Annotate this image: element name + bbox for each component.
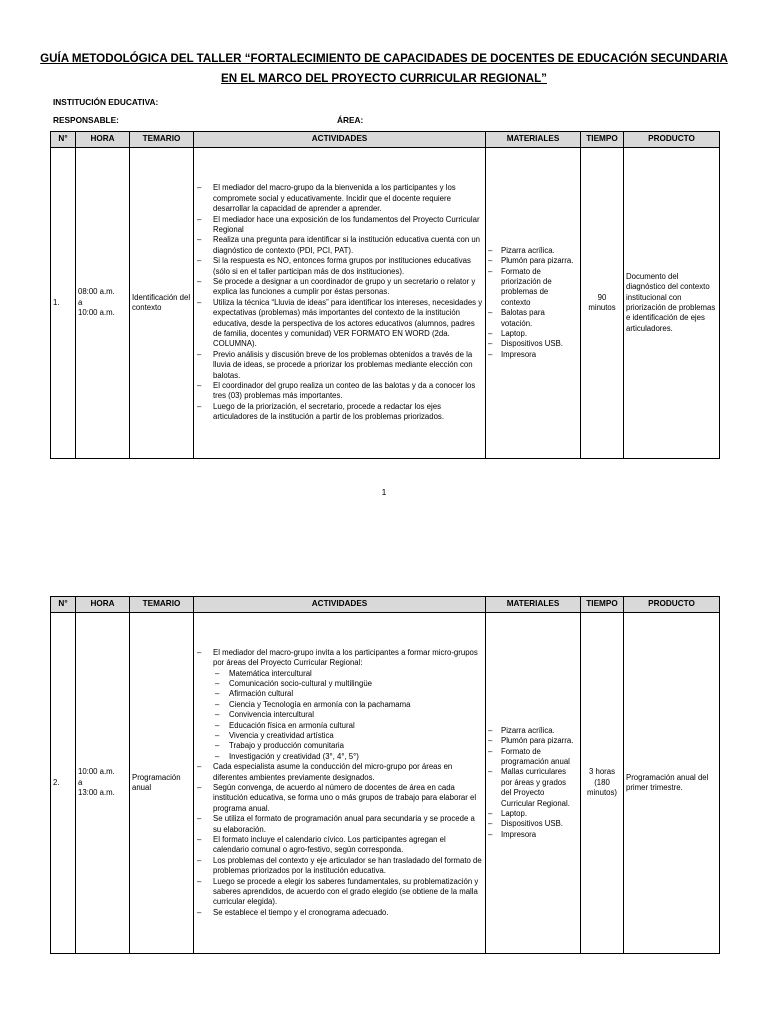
header-tiempo: TIEMPO: [581, 132, 624, 148]
list-item: – Laptop.: [488, 809, 578, 819]
list-item: – Dispositivos USB.: [488, 819, 578, 829]
list-item: – Previo análisis y discusión breve de los problemas obtenidos a través de la lluvia de ideas, se procede a priorizar los problemas mediante elección con balotas.: [196, 350, 483, 381]
row-materiales: [486, 148, 581, 459]
list-item: – Si la respuesta es NO, entonces forma grupos por instituciones educativas (sólo si en el taller participan más de dos instituciones).: [196, 256, 483, 277]
header-materiales: MATERIALES: [486, 597, 581, 613]
table-row: [51, 148, 720, 459]
list-item: – Pizarra acrílica.: [488, 246, 578, 256]
list-item: – Laptop.: [488, 329, 578, 339]
row-tiempo: [581, 148, 624, 459]
list-item: – Cada especialista asume la conducción del micro-grupo por áreas en diferentes ambientes previamente designados.: [196, 762, 483, 783]
list-item: – Plumón para pizarra.: [488, 256, 578, 266]
list-item: – Balotas para votación.: [488, 308, 578, 329]
list-item: – Luego de la priorización, el secretario, procede a redactar los ejes articuladores de la institución a partir de los problemas priorizados.: [196, 402, 483, 423]
header-num: N°: [51, 597, 76, 613]
sub-list-item: – Matemática intercultural: [196, 669, 483, 679]
row-producto: Programación anual del primer trimestre.: [624, 613, 720, 954]
list-item: – El mediador del macro-grupo invita a los participantes a formar micro-grupos por áreas del Proyecto Curricular Regional:: [196, 648, 483, 669]
row-temario: Programación anual: [130, 613, 194, 954]
list-item: – Formato de priorización de problemas de contexto: [488, 267, 578, 309]
list-item: – Utiliza la técnica “Lluvia de ideas” para identificar los intereses, necesidades y expectativas (problemas) más importantes del contexto de la institución educativa, desde la perspectiva de los actores educativos (alumnos, padres de familia, docentes y comunidad) VER FORMATO EN WORD (2da. COLUMNA).: [196, 298, 483, 350]
tiempo-line: minutos: [588, 303, 616, 312]
responsable-label: RESPONSABLE:: [53, 115, 119, 125]
tiempo-line: minutos): [587, 788, 617, 798]
list-item: – El mediador hace una exposición de los fundamentos del Proyecto Curricular Regional: [196, 215, 483, 236]
header-hora: HORA: [76, 132, 130, 148]
row-producto: Documento del diagnóstico del contexto institucional con priorización de problemas e identificación de ejes articuladores.: [624, 148, 720, 459]
list-item: – Se procede a designar a un coordinador de grupo y un secretario o relator y explica las funciones a cumplir por éstas personas.: [196, 277, 483, 298]
area-label: ÁREA:: [337, 115, 364, 125]
institucion-label: INSTITUCIÓN EDUCATIVA:: [53, 97, 159, 107]
row-actividades: [194, 148, 486, 459]
list-item: – El coordinador del grupo realiza un conteo de las balotas y da a conocer los tres (03) problemas más importantes.: [196, 381, 483, 402]
header-tiempo: TIEMPO: [581, 597, 624, 613]
sub-list-item: – Afirmación cultural: [196, 689, 483, 699]
actividades-list: [196, 183, 483, 422]
hora-end: 13:00 a.m.: [78, 788, 115, 798]
sub-list-item: – Investigación y creatividad (3°, 4°, 5°): [196, 752, 483, 762]
sub-list-item: – Ciencia y Tecnología en armonía con la pachamama: [196, 700, 483, 710]
header-temario: TEMARIO: [130, 597, 194, 613]
list-item: – Se establece el tiempo y el cronograma adecuado.: [196, 908, 483, 918]
header-actividades: ACTIVIDADES: [194, 132, 486, 148]
table-row: [51, 613, 720, 954]
list-item: – El formato incluye el calendario cívico. Los participantes agregan el calendario comunal o agro-festivo, según corresponda.: [196, 835, 483, 856]
list-item: – Los problemas del contexto y eje articulador se han trasladado del formato de problemas priorizados por la institución educativa.: [196, 856, 483, 877]
hora-to: a: [78, 777, 83, 787]
list-item: – Impresora: [488, 350, 578, 360]
list-item: – Se utiliza el formato de programación anual para secundaria y se procede a su elaboración.: [196, 814, 483, 835]
row-hora: [76, 148, 130, 459]
header-producto: PRODUCTO: [624, 597, 720, 613]
document-title: GUÍA METODOLÓGICA DEL TALLER “FORTALECIMIENTO DE CAPACIDADES DE DOCENTES DE EDUCACIÓN SECUNDARIA EN EL MARCO DEL PROYECTO CURRICULAR REGIONAL”: [40, 52, 728, 85]
hora-start: 10:00 a.m.: [78, 767, 115, 777]
materiales-list: [488, 726, 578, 840]
sub-list-item: – Vivencia y creatividad artística: [196, 731, 483, 741]
header-actividades: ACTIVIDADES: [194, 597, 486, 613]
hora-end: 10:00 a.m.: [78, 308, 115, 318]
row-materiales: [486, 613, 581, 954]
header-materiales: MATERIALES: [486, 132, 581, 148]
tiempo-line: (180: [594, 777, 610, 787]
list-item: – Luego se procede a elegir los saberes fundamentales, su problematización y saberes aprendidos, de acuerdo con el grado elegido (se obtiene de la malla curricular elegida).: [196, 877, 483, 908]
row-number: 2.: [51, 613, 76, 954]
hora-to: a: [78, 297, 83, 307]
activities-table-1: [50, 131, 720, 459]
page-number: 1: [381, 487, 387, 497]
list-item: – El mediador del macro-grupo da la bienvenida a los participantes y los compromete social y educativamente. Incidir que el docente requiere desarrollar la capacidad de aprender a aprender.: [196, 183, 483, 214]
row-temario: Identificación del contexto: [130, 148, 194, 459]
activities-table-2: [50, 596, 720, 954]
tiempo-line: 3 horas: [588, 767, 615, 777]
list-item: – Dispositivos USB.: [488, 339, 578, 349]
hora-start: 08:00 a.m.: [78, 287, 115, 297]
sub-list-item: – Comunicación socio-cultural y multilingüe: [196, 679, 483, 689]
row-actividades: [194, 613, 486, 954]
list-item: – Impresora: [488, 830, 578, 840]
list-item: – Plumón para pizarra.: [488, 736, 578, 746]
list-item: – Mallas curriculares por áreas y grados del Proyecto Curricular Regional.: [488, 767, 578, 809]
list-item: – Realiza una pregunta para identificar si la institución educativa cuenta con un diagnóstico de contexto (PDI, PCI, PAT).: [196, 235, 483, 256]
sub-list-item: – Convivencia intercultural: [196, 710, 483, 720]
actividades-list: [196, 648, 483, 919]
list-item: – Según convenga, de acuerdo al número de docentes de área en cada institución educativa, se forma uno o más grupos de trabajo para elaborar el programa anual.: [196, 783, 483, 814]
header-hora: HORA: [76, 597, 130, 613]
list-item: – Pizarra acrílica.: [488, 726, 578, 736]
sub-list-item: – Trabajo y producción comunitaria: [196, 741, 483, 751]
row-number: 1.: [51, 148, 76, 459]
header-num: N°: [51, 132, 76, 148]
row-hora: [76, 613, 130, 954]
header-producto: PRODUCTO: [624, 132, 720, 148]
tiempo-line: 90: [597, 292, 607, 302]
row-tiempo: [581, 613, 624, 954]
sub-list-item: – Educación física en armonía cultural: [196, 721, 483, 731]
header-temario: TEMARIO: [130, 132, 194, 148]
materiales-list: [488, 246, 578, 360]
list-item: – Formato de programación anual: [488, 747, 578, 768]
